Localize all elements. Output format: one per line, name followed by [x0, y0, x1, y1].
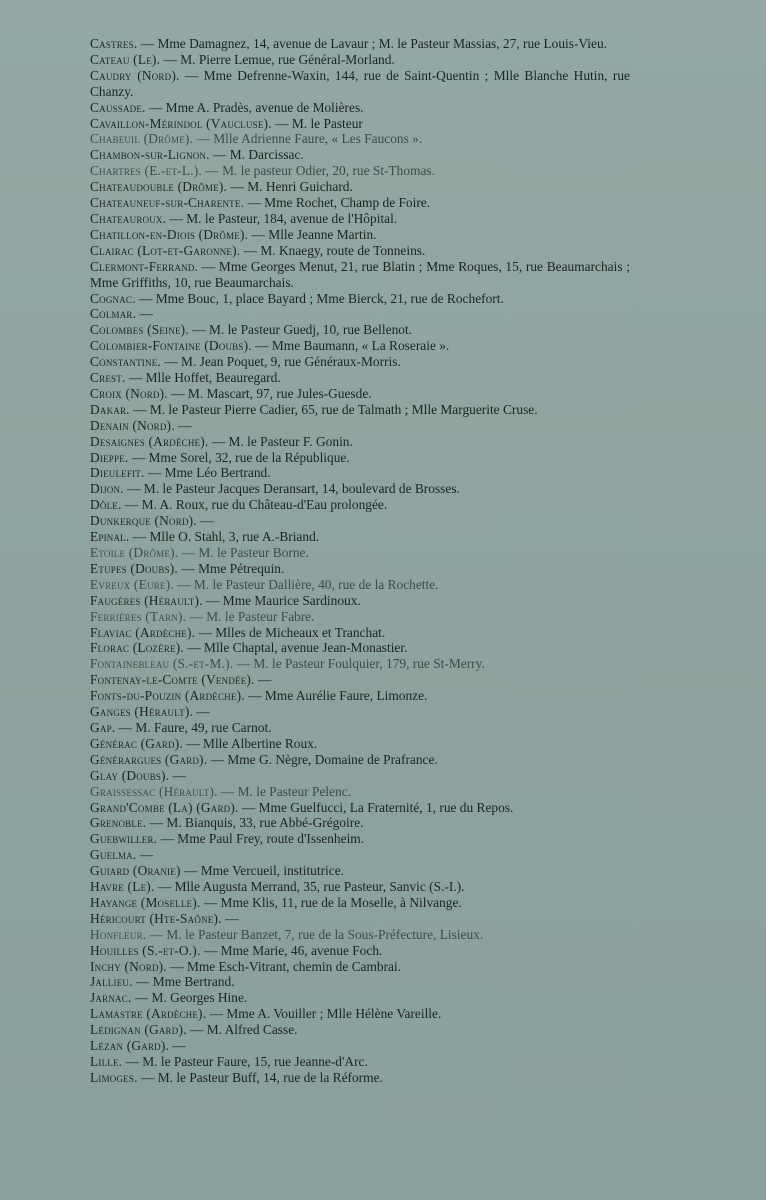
place-name: Faugères (Hérault). [90, 592, 203, 608]
contact-text: — M. le Pasteur Guedj, 10, rue Bellenot. [188, 322, 413, 338]
contact-text: — Mme Léo Bertrand. [144, 465, 271, 481]
place-name: Dijon. [90, 481, 124, 497]
list-item [90, 974, 630, 990]
place-name: Générargues (Gard). [90, 751, 208, 767]
place-name: Chartres (E.-et-L.). [90, 163, 202, 179]
contact-text: — Mme Marie, 46, avenue Foch. [200, 942, 383, 958]
contact-text: — Mlle O. Stahl, 3, rue A.-Briand. [129, 529, 320, 545]
list-item [90, 227, 630, 243]
contact-text: — Mme Georges Menut, 21, rue Blatin ; Mme Roques, 15, rue Beaumarchais ; Mme Griffiths, 10, rue Beaumarchais. [90, 258, 630, 290]
contact-text: — Mme Bouc, 1, place Bayard ; Mme Bierck, 21, rue de Rochefort. [135, 290, 504, 306]
contact-text: — Mme Baumann, « La Roseraie ». [251, 338, 450, 354]
place-name: Chateauneuf-sur-Charente. [90, 195, 245, 211]
place-name: Grenoble. [90, 815, 147, 831]
place-name: Chabeuil (Drôme). [90, 131, 194, 147]
list-item [90, 609, 630, 625]
list-item [90, 863, 630, 879]
list-item [90, 1054, 630, 1070]
place-name: Héricourt (Hte-Saône). [90, 910, 222, 926]
list-item [90, 100, 630, 116]
contact-text: — M. le Pasteur Jacques Deransart, 14, boulevard de Brosses. [123, 481, 460, 497]
list-item [90, 895, 630, 911]
contact-text: — M. le Pasteur Pelenc. [217, 783, 352, 799]
list-item [90, 434, 630, 450]
list-item [90, 800, 630, 816]
list-item [90, 481, 630, 497]
list-item [90, 927, 630, 943]
place-name: Florac (Lozère). [90, 640, 184, 656]
contact-text: — M. Faure, 49, rue Carnot. [115, 719, 272, 735]
list-item [90, 640, 630, 656]
place-name: Colombes (Seine). [90, 322, 189, 338]
place-name: Fontainebleau (S.-et-M.). [90, 656, 234, 672]
list-item [90, 768, 630, 784]
list-item [90, 322, 630, 338]
place-name: Dunkerque (Nord). [90, 513, 197, 529]
contact-text: — [169, 767, 186, 783]
place-name: Guebwiller. [90, 831, 158, 847]
contact-text: — Mme Maurice Sardinoux. [202, 592, 361, 608]
place-name: Lédignan (Gard). [90, 1022, 187, 1038]
place-name: Chateauroux. [90, 210, 167, 226]
contact-text: — Mme A. Pradès, avenue de Molières. [145, 99, 364, 115]
contact-text: — Mme Sorel, 32, rue de la République. [128, 449, 350, 465]
place-name: Gap. [90, 719, 116, 735]
contact-text: — Mlle Augusta Merrand, 35, rue Pasteur, Sanvic (S.-I.). [154, 879, 465, 895]
contact-text: — M. le Pasteur Pierre Cadier, 65, rue de Talmath ; Mlle Marguerite Cruse. [129, 401, 538, 417]
list-item [90, 943, 630, 959]
contact-text: — Mlle Jeanne Martin. [248, 226, 377, 242]
contact-text: — [254, 672, 272, 688]
place-name: Cavaillon-Mérindol (Vaucluse). [90, 115, 272, 131]
list-item [90, 116, 630, 132]
contact-text: — Mme Guelfucci, La Fraternité, 1, rue du Repos. [238, 799, 514, 815]
contact-text: — M. A. Roux, rue du Château-d'Eau prolongée. [121, 497, 388, 513]
contact-text: — Mme Klis, 11, rue de la Moselle, à Nilvange. [200, 894, 462, 910]
list-item [90, 68, 630, 100]
place-name: Lézan (Gard). [90, 1038, 170, 1054]
list-item [90, 291, 630, 307]
contact-text: — Mme Rochet, Champ de Foire. [244, 195, 431, 211]
contact-text: — M. le Pasteur F. Gonin. [208, 433, 353, 449]
list-item [90, 36, 630, 52]
place-name: Flaviac (Ardèche). [90, 624, 196, 640]
contact-text: — M. le Pasteur Borne. [178, 545, 309, 560]
place-name: Générac (Gard). [90, 735, 183, 751]
contact-text: — Mme Defrenne-Waxin, 144, rue de Saint-Quentin ; Mlle Blanche Hutin, rue Chanzy. [90, 67, 630, 99]
list-item [90, 1038, 630, 1054]
place-name: Ganges (Hérault). [90, 704, 194, 720]
list-item [90, 529, 630, 545]
list-item [90, 1006, 630, 1022]
list-item [90, 847, 630, 863]
list-item [90, 147, 630, 163]
contact-text: — M. Mascart, 97, rue Jules-Guesde. [167, 385, 372, 401]
contact-text: — M. le Pasteur Faure, 15, rue Jeanne-d'Arc. [122, 1054, 368, 1069]
contact-text: — Mme Pétrequin. [177, 560, 285, 576]
place-name: Graissessac (Hérault). [90, 783, 218, 799]
place-name: Denain (Nord). [90, 417, 175, 433]
place-name: Constantine. [90, 354, 161, 370]
contact-text: — M. Knaegy, route de Tonneins. [240, 242, 426, 258]
list-item [90, 211, 630, 227]
list-item [90, 131, 630, 147]
contact-text: — M. le Pasteur Buff, 14, rue de la Réforme. [137, 1069, 383, 1085]
contact-text: — M. Jean Poquet, 9, rue Généraux-Morris. [160, 354, 401, 370]
place-name: Dakar. [90, 401, 130, 417]
place-name: Lamastre (Ardèche). [90, 1006, 207, 1022]
list-item [90, 243, 630, 259]
contact-text: — M. le Pasteur Dallière, 40, rue de la Rochette. [173, 576, 439, 592]
contact-text: — Mme Bertrand. [132, 974, 235, 990]
list-item [90, 354, 630, 370]
contact-text: — M. Henri Guichard. [227, 179, 353, 195]
contact-text: — M. le Pasteur, 184, avenue de l'Hôpital. [166, 210, 398, 226]
list-item [90, 52, 630, 68]
contact-text: — Mme G. Nègre, Domaine de Prafrance. [207, 751, 438, 767]
place-name: Caudry (Nord). [90, 67, 180, 83]
place-name: Castres. [90, 36, 138, 51]
list-item [90, 179, 630, 195]
contact-text: — Mlle Adrienne Faure, « Les Faucons ». [193, 131, 423, 147]
place-name: Honfleur. [90, 926, 147, 942]
contact-text: — [174, 417, 192, 433]
place-name: Colmar. [90, 306, 137, 322]
contact-text: — Mme A. Vouiller ; Mlle Hélène Vareille. [206, 1006, 442, 1022]
contact-text: — M. Darcissac. [209, 147, 304, 163]
place-name: Grand'Combe (La) (Gard). [90, 799, 239, 815]
contact-text: — Mme Damagnez, 14, avenue de Lavaur ; M. le Pasteur Massias, 27, rue Louis-Vieu. [137, 36, 607, 51]
place-name: Inchy (Nord). [90, 958, 167, 974]
list-item [90, 259, 630, 291]
list-item [90, 672, 630, 688]
place-name: Clermont-Ferrand. [90, 258, 199, 274]
place-name: Ferrières (Tarn). [90, 608, 187, 624]
place-name: Jallieu. [90, 974, 133, 990]
list-item [90, 736, 630, 752]
list-item [90, 990, 630, 1006]
contact-text: — Mlle Albertine Roux. [182, 735, 318, 751]
list-item [90, 402, 630, 418]
contact-text: — M. le Pasteur Banzet, 7, rue de la Sous-Préfecture, Lisieux. [146, 926, 484, 942]
place-name: Clairac (Lot-et-Garonne). [90, 242, 241, 258]
list-item [90, 815, 630, 831]
place-name: Etupes (Doubs). [90, 560, 178, 576]
contact-text: — Mme Aurélie Faure, Limonze. [244, 688, 428, 704]
list-item [90, 784, 630, 800]
place-name: Cognac. [90, 290, 136, 306]
list-item [90, 561, 630, 577]
contact-text: — M. Bianquis, 33, rue Abbé-Grégoire. [146, 815, 364, 831]
list-item [90, 704, 630, 720]
contact-text: — Mme Esch-Vitrant, chemin de Cambrai. [166, 958, 402, 974]
contact-text: — Mme Vercueil, institutrice. [180, 863, 344, 879]
list-item [90, 831, 630, 847]
place-name: Guiard (Oranie) [90, 863, 181, 879]
list-item [90, 450, 630, 466]
contact-text: — M. Georges Hine. [131, 990, 248, 1006]
list-item [90, 370, 630, 386]
place-name: Hayange (Moselle). [90, 894, 201, 910]
list-item [90, 625, 630, 641]
place-name: Guelma. [90, 847, 137, 863]
contact-text: — M. Pierre Lemue, rue Général-Morland. [160, 51, 395, 67]
place-name: Colombier-Fontaine (Doubs). [90, 338, 252, 354]
contact-text: — M. le Pasteur Foulquier, 179, rue St-Merry. [233, 656, 485, 672]
list-item [90, 306, 630, 322]
list-item [90, 879, 630, 895]
place-name: Dieppe. [90, 449, 129, 465]
contact-text: — [136, 847, 154, 863]
list-item [90, 1022, 630, 1038]
list-item [90, 338, 630, 354]
place-name: Etoile (Drôme). [90, 545, 179, 560]
place-name: Havre (Le). [90, 879, 155, 895]
address-list [90, 36, 630, 1086]
contact-text: — M. le pasteur Odier, 20, rue St-Thomas. [201, 163, 435, 179]
list-item [90, 1070, 630, 1086]
contact-text: — Mlle Chaptal, avenue Jean-Monastier. [183, 640, 408, 656]
place-name: Cateau (Le). [90, 51, 161, 67]
list-item [90, 688, 630, 704]
place-name: Houilles (S.-et-O.). [90, 942, 201, 958]
contact-text: — Mlle Hoffet, Beauregard. [125, 370, 281, 386]
place-name: Dieulefit. [90, 465, 145, 481]
list-item [90, 163, 630, 179]
place-name: Chambon-sur-Lignon. [90, 147, 210, 163]
place-name: Evreux (Eure). [90, 576, 174, 592]
contact-text: — [196, 513, 214, 529]
place-name: Glay (Doubs). [90, 767, 170, 783]
contact-text: — [193, 704, 210, 720]
list-item [90, 545, 630, 561]
place-name: Limoges. [90, 1069, 138, 1085]
list-item [90, 386, 630, 402]
list-item [90, 593, 630, 609]
contact-text: — Mlles de Micheaux et Tranchat. [195, 624, 386, 640]
contact-text: — M. Alfred Casse. [186, 1022, 298, 1038]
list-item [90, 418, 630, 434]
place-name: Jarnac. [90, 990, 132, 1006]
place-name: Epinal. [90, 529, 130, 545]
contact-text: — M. le Pasteur Fabre. [186, 608, 315, 624]
place-name: Crest. [90, 370, 126, 386]
contact-text: — [221, 910, 239, 926]
place-name: Chateaudouble (Drôme). [90, 179, 228, 195]
place-name: Chatillon-en-Diois (Drôme). [90, 226, 249, 242]
place-name: Fontenay-le-Comte (Vendée). [90, 672, 255, 688]
place-name: Desaignes (Ardèche). [90, 433, 209, 449]
list-item [90, 720, 630, 736]
list-item [90, 195, 630, 211]
list-item [90, 513, 630, 529]
place-name: Caussade. [90, 99, 146, 115]
list-item [90, 752, 630, 768]
list-item [90, 911, 630, 927]
list-item [90, 656, 630, 672]
list-item [90, 465, 630, 481]
place-name: Dôle. [90, 497, 122, 513]
place-name: Lille. [90, 1054, 123, 1069]
contact-text: — [136, 306, 153, 322]
list-item [90, 577, 630, 593]
place-name: Fonts-du-Pouzin (Ardèche). [90, 688, 245, 704]
place-name: Croix (Nord). [90, 385, 168, 401]
contact-text: — [169, 1038, 186, 1054]
list-item [90, 497, 630, 513]
contact-text: — M. le Pasteur [271, 115, 363, 131]
contact-text: — Mme Paul Frey, route d'Issenheim. [157, 831, 365, 847]
list-item [90, 959, 630, 975]
